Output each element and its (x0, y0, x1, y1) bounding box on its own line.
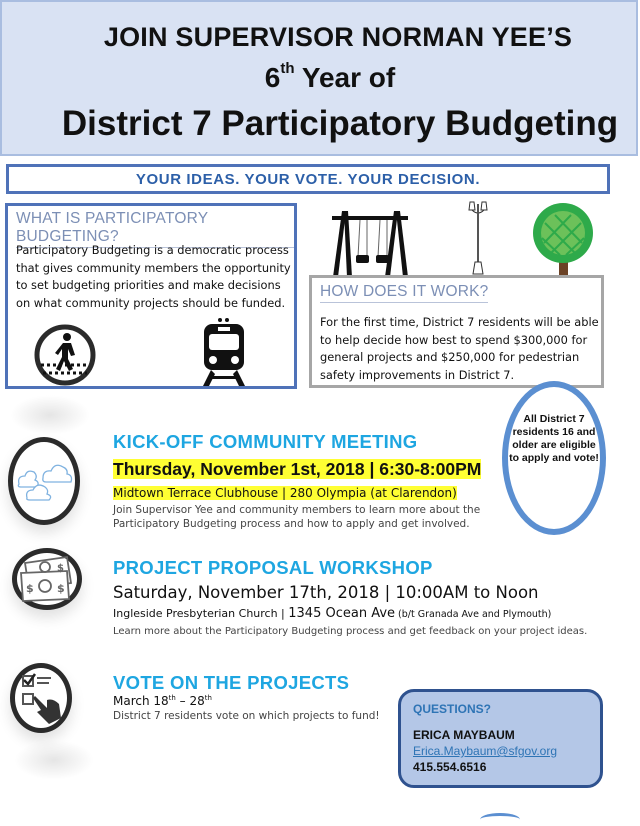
pedestrian-crossing-icon (33, 323, 97, 387)
tagline: YOUR IDEAS. YOUR VOTE. YOUR DECISION. (6, 164, 610, 194)
questions-contact-box (398, 689, 603, 788)
date-end: – 28 (175, 694, 205, 708)
what-is-title: WHAT IS PARTICIPATORY BUDGETING? (16, 210, 294, 248)
questions-title: QUESTIONS? (413, 702, 492, 716)
location-note: (b/t Granada Ave and Plymouth) (395, 609, 552, 620)
event-description-vote: District 7 residents vote on which projects to fund! (113, 710, 380, 722)
eligibility-text: All District 7 residents 16 and older are eligible to apply and vote! (509, 413, 599, 464)
event-title-vote: VOTE ON THE PROJECTS (113, 672, 350, 693)
train-icon (201, 316, 247, 388)
event-date-kickoff (113, 459, 481, 480)
year-suffix: th (280, 60, 295, 77)
contact-name: ERICA MAYBAUM (413, 728, 515, 742)
how-it-works-title: HOW DOES IT WORK? (320, 283, 488, 303)
ballot-hand-icon (15, 668, 67, 728)
event-description-kickoff: Join Supervisor Yee and community members to learn more about the Participatory Budgeting process and how to apply and get involved. (113, 504, 481, 530)
eligibility-callout (502, 381, 606, 535)
header-line-1: JOIN SUPERVISOR NORMAN YEE’S (103, 22, 573, 52)
event-location-kickoff (113, 486, 457, 500)
event-description-workshop: Learn more about the Participatory Budgeting process and get feedback on your project ideas. (113, 626, 588, 637)
event-date-text: Thursday, November 1st, 2018 | 6:30-8:00PM (113, 459, 482, 479)
event-icon-frame (8, 437, 80, 525)
svg-text:$: $ (57, 582, 65, 595)
date-start-suffix: th (168, 694, 176, 702)
svg-text:$: $ (57, 563, 64, 574)
svg-text:$: $ (26, 582, 34, 595)
contact-phone: 415.554.6516 (413, 760, 487, 774)
swing-set-icon (330, 207, 410, 279)
year-number: 6 (264, 62, 281, 93)
date-start: March 18 (113, 694, 169, 708)
how-it-works-section (309, 275, 604, 388)
clouds-icon (13, 442, 75, 520)
how-it-works-body: For the first time, District 7 residents will be able to help decide how best to spend $300,000 for general projects and $250,000 for pedestrian safety improvements in District 7. (320, 315, 599, 382)
location-name: Ingleside Presbyterian Church | (113, 607, 289, 620)
event-date-vote (113, 694, 212, 708)
what-is-body: Participatory Budgeting is a democratic process that gives community members the opportunity to set budgeting priorities and make decisions on what community projects should be funded. (16, 243, 291, 310)
event-icon-frame (10, 663, 72, 733)
event-location-workshop (113, 606, 551, 621)
contact-email-link[interactable]: Erica.Maybaum@sfgov.org (413, 744, 558, 758)
street-lamp-icon (467, 200, 489, 276)
year-of-text: Year of (294, 62, 396, 93)
what-is-section (5, 203, 297, 389)
money-icon (17, 553, 77, 605)
tree-icon (530, 203, 596, 279)
decorative-arc (480, 813, 520, 826)
decorative-shadow (14, 740, 94, 780)
date-end-suffix: th (204, 694, 212, 702)
page-title: District 7 Participatory Budgeting (61, 104, 619, 143)
event-date-workshop: Saturday, November 17th, 2018 | 10:00AM to Noon (113, 583, 539, 602)
event-title-workshop: PROJECT PROPOSAL WORKSHOP (113, 557, 433, 578)
header-line-2 (10, 62, 640, 94)
event-icon-frame (12, 548, 82, 610)
event-title-kickoff: KICK-OFF COMMUNITY MEETING (113, 431, 418, 452)
decorative-shadow (10, 395, 90, 435)
event-location-text: Midtown Terrace Clubhouse | 280 Olympia (at Clarendon) (113, 486, 457, 500)
location-address: 1345 Ocean Ave (288, 606, 396, 621)
